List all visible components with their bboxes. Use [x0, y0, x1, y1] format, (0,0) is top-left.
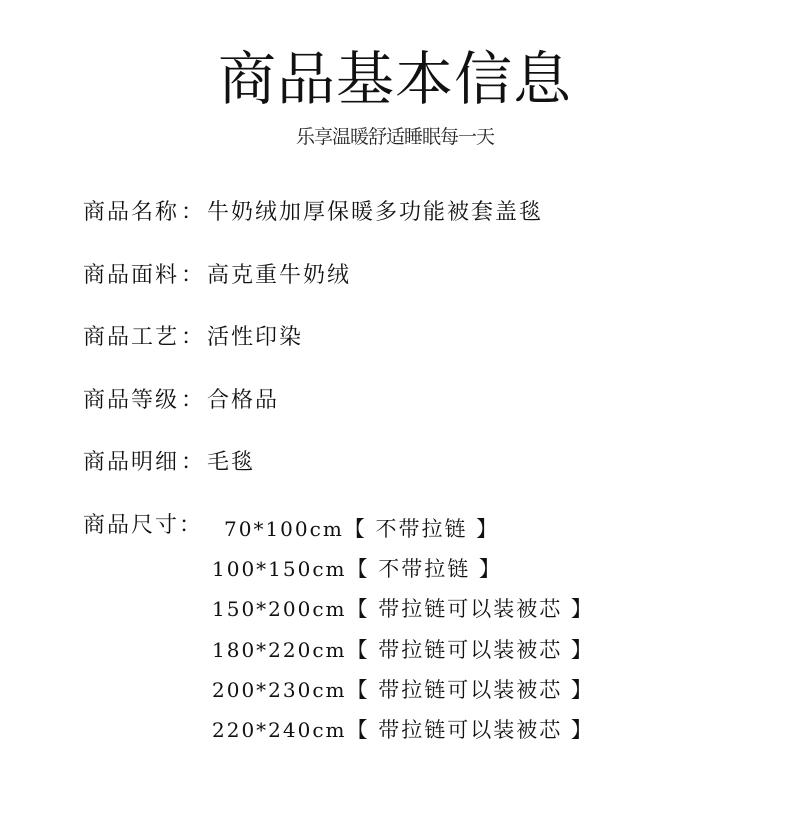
size-dimension: 220*240cm [212, 717, 347, 742]
size-dimension: 100*150cm [212, 557, 347, 582]
page-title: 商品基本信息 [217, 45, 572, 113]
info-value: 合格品 [207, 388, 280, 413]
info-value: 毛毯 [207, 450, 256, 475]
info-row-grade [83, 386, 279, 416]
size-item [212, 675, 594, 715]
info-row-detail [83, 448, 255, 478]
info-row-fabric [83, 261, 351, 291]
info-value: 牛奶绒加厚保暖多功能被套盖毯 [207, 200, 544, 225]
page-subtitle: 乐享温暖舒适睡眠每一天 [295, 126, 494, 148]
size-dimension: 200*230cm [212, 677, 347, 702]
size-dimension: 150*200cm [212, 597, 347, 622]
info-row-process [83, 323, 303, 353]
size-note: 【 带拉链可以装被芯 】 [346, 637, 594, 662]
info-value: 高克重牛奶绒 [207, 263, 352, 288]
size-note: 【 带拉链可以装被芯 】 [346, 717, 594, 742]
info-label: 商品明细 [83, 450, 180, 475]
size-item [212, 594, 594, 634]
info-label: 商品工艺 [83, 325, 180, 350]
size-dimension: 180*220cm [212, 637, 347, 662]
size-item [212, 635, 594, 675]
size-note: 【 不带拉链 】 [346, 557, 502, 582]
size-note: 【 带拉链可以装被芯 】 [346, 677, 594, 702]
info-separator: ： [181, 388, 206, 413]
info-label: 商品面料 [83, 263, 180, 288]
size-label: 商品尺寸： [83, 513, 204, 538]
size-item [224, 514, 594, 554]
size-note: 【 带拉链可以装被芯 】 [346, 597, 594, 622]
size-item [212, 554, 594, 594]
info-separator: ： [181, 325, 206, 350]
size-item [212, 715, 594, 755]
info-row-name [83, 198, 543, 228]
info-value: 活性印染 [207, 325, 304, 350]
info-label: 商品名称 [83, 200, 180, 225]
info-separator: ： [181, 263, 206, 288]
size-dimension: 70*100cm [224, 517, 344, 541]
size-note: 【 不带拉链 】 [343, 517, 500, 541]
info-separator: ： [181, 200, 206, 225]
info-label: 商品等级 [83, 388, 180, 413]
size-list [212, 514, 594, 755]
info-separator: ： [181, 450, 206, 475]
